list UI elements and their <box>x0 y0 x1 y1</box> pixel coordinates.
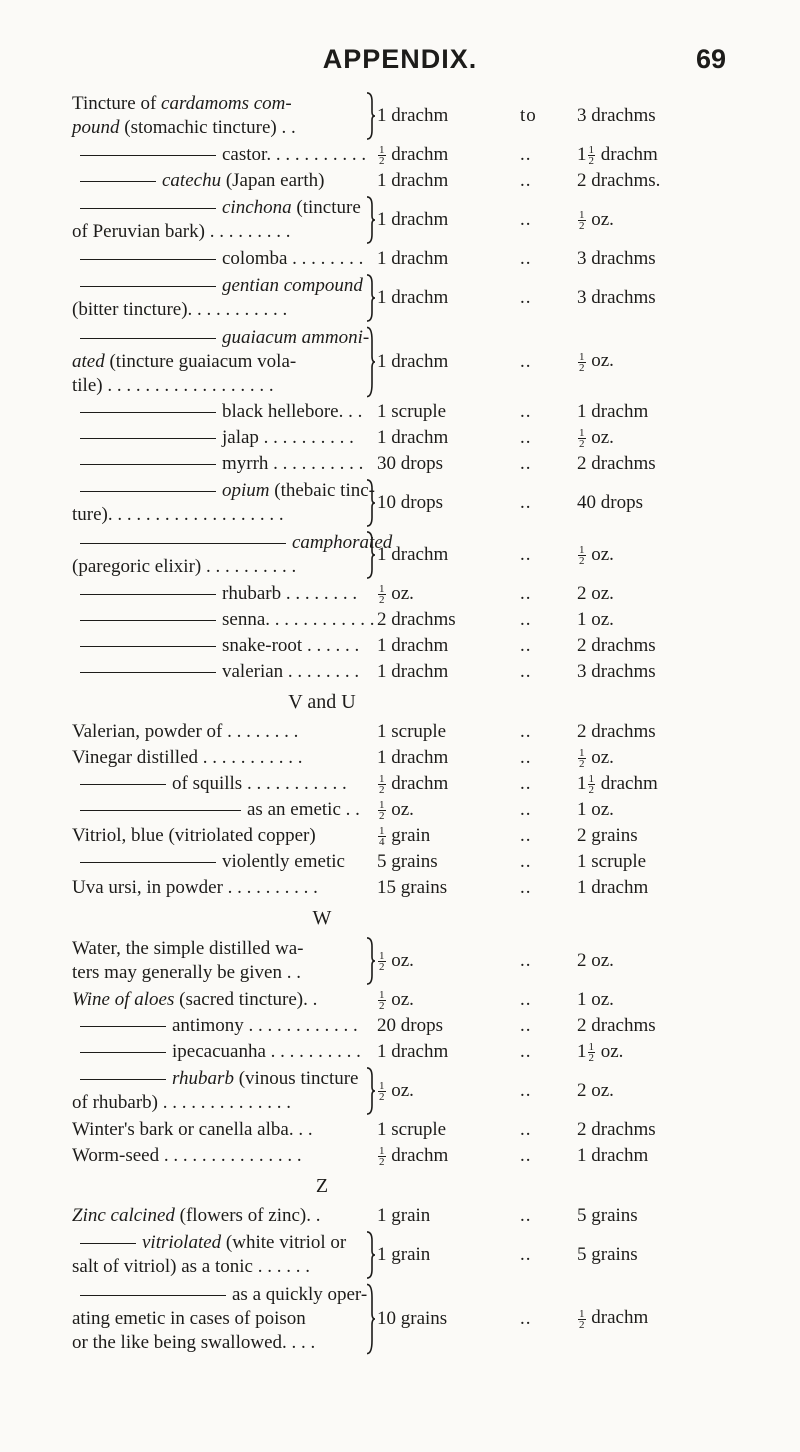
brace-icon <box>366 937 376 985</box>
min-dose: 1 drachm <box>377 287 449 308</box>
drug-name-line: (bitter tincture). . . . . . . . . . . <box>72 299 288 320</box>
ditto-dash <box>80 1079 166 1080</box>
dosage-row <box>72 168 732 194</box>
min-dose: 1 grain <box>377 1244 431 1265</box>
ditto-dash <box>80 181 156 182</box>
ditto-dash <box>80 862 216 863</box>
drug-name-line: ated (tincture guaiacum vola- <box>72 350 297 372</box>
max-dose: $\frac{1}{2}$ oz. <box>579 426 614 451</box>
drug-name <box>72 452 372 476</box>
drug-name <box>72 988 372 1012</box>
max-dose: 2 drachms <box>577 1119 656 1140</box>
drug-name <box>72 1283 372 1355</box>
min-dose: 5 grains <box>377 851 438 872</box>
drug-name-line: Vitriol, blue (vitriolated copper) <box>72 825 316 846</box>
drug-name-line: snake-root . . . . . . <box>72 634 372 658</box>
ditto-dash <box>80 1295 226 1296</box>
range-separator: .. <box>520 950 532 971</box>
drug-name <box>72 772 372 796</box>
max-dose: 40 drops <box>577 492 643 513</box>
dosage-row <box>72 529 732 581</box>
dosage-row <box>72 324 732 399</box>
range-separator: .. <box>520 1015 532 1036</box>
brace-icon <box>366 531 376 579</box>
drug-name-line: senna. . . . . . . . . . . . <box>72 608 372 632</box>
section-letter: W <box>312 907 332 929</box>
dosage-row <box>72 633 732 659</box>
min-dose: 1 drachm <box>377 350 449 372</box>
section-letter: Z <box>315 1175 329 1197</box>
drug-name-line: Wine of aloes (sacred tincture). . <box>72 989 318 1010</box>
drug-name-line: Zinc calcined (flowers of zinc). . <box>72 1205 321 1226</box>
range-separator: .. <box>520 350 532 372</box>
brace-icon <box>366 326 376 398</box>
drug-name <box>72 1231 372 1279</box>
drug-name-line: rhubarb (vinous tincture <box>72 1067 372 1091</box>
max-dose: $\frac{1}{2}$ oz. <box>579 746 614 771</box>
drug-name <box>72 824 372 848</box>
brace-icon <box>366 92 376 140</box>
dosage-row <box>72 1143 732 1169</box>
range-separator: .. <box>520 877 532 898</box>
max-dose: 1 scruple <box>577 851 647 872</box>
drug-name <box>72 1040 372 1064</box>
drug-name-line: Winter's bark or canella alba. . . <box>72 1119 313 1140</box>
ditto-dash <box>80 1243 136 1244</box>
max-dose: 2 oz. <box>577 950 614 971</box>
min-dose: 1 drachm <box>377 661 449 682</box>
drug-name-line: Tincture of cardamoms com- <box>72 93 292 114</box>
brace-icon <box>366 274 376 322</box>
ditto-dash <box>80 810 241 811</box>
range-separator: .. <box>520 492 532 513</box>
drug-name-line: ters may generally be given . . <box>72 962 301 983</box>
range-separator: .. <box>520 747 532 768</box>
max-dose: 2 oz. <box>577 583 614 604</box>
drug-name <box>72 400 372 424</box>
range-separator: .. <box>520 544 532 565</box>
drug-name <box>72 798 372 822</box>
drug-name-line: antimony . . . . . . . . . . . . <box>72 1014 372 1038</box>
drug-name-line: as a quickly oper- <box>72 1283 372 1307</box>
ditto-dash <box>80 620 216 621</box>
ditto-dash <box>80 208 216 209</box>
range-separator: .. <box>520 583 532 604</box>
min-dose: 1 drachm <box>377 1041 449 1062</box>
drug-name <box>72 1118 372 1142</box>
drug-name <box>72 937 372 985</box>
ditto-dash <box>80 594 216 595</box>
range-separator: .. <box>520 773 532 794</box>
max-dose: 1 drachm <box>577 877 649 898</box>
drug-name <box>72 608 375 632</box>
brace-icon <box>366 196 376 244</box>
dosage-row <box>72 581 732 607</box>
brace-icon <box>366 1067 376 1115</box>
min-dose: 30 drops <box>377 453 443 474</box>
dosage-table <box>72 90 732 1356</box>
range-separator: .. <box>520 1119 532 1140</box>
min-dose: 1 scruple <box>377 401 447 422</box>
drug-name-line: or the like being swallowed. . . . <box>72 1331 316 1353</box>
drug-name-line: black hellebore. . . <box>72 400 372 424</box>
dosage-row <box>72 272 732 324</box>
drug-name-line: of squills . . . . . . . . . . . <box>72 772 372 796</box>
dosage-row <box>72 1065 732 1117</box>
drug-name-line: Vinegar distilled . . . . . . . . . . . <box>72 747 303 768</box>
min-dose: 1 drachm <box>377 427 449 448</box>
range-separator: .. <box>520 1080 532 1101</box>
drug-name <box>72 531 393 579</box>
drug-name <box>72 479 376 527</box>
max-dose: 1 oz. <box>577 989 614 1010</box>
range-separator: .. <box>520 609 532 630</box>
range-separator: .. <box>520 851 532 872</box>
dosage-row <box>72 246 732 272</box>
drug-name-line: (paregoric elixir) . . . . . . . . . . <box>72 556 297 577</box>
range-separator: .. <box>520 1307 532 1329</box>
dosage-row <box>72 1229 732 1281</box>
ditto-dash <box>80 412 216 413</box>
drug-name-line: of rhubarb) . . . . . . . . . . . . . . <box>72 1092 291 1113</box>
page-header <box>0 44 800 84</box>
drug-name-line: jalap . . . . . . . . . . <box>72 426 372 450</box>
min-dose: $\frac{1}{4}$ grain <box>379 824 431 849</box>
drug-name-line: colomba . . . . . . . . <box>72 247 372 271</box>
max-dose: 3 drachms <box>577 105 656 126</box>
range-separator: .. <box>520 799 532 820</box>
drug-name-line: gentian compound <box>72 274 372 298</box>
min-dose: $\frac{1}{2}$ drachm <box>379 1144 449 1169</box>
range-separator: .. <box>520 453 532 474</box>
max-dose: 2 drachms <box>577 635 656 656</box>
section-letter: V and U <box>288 691 356 713</box>
running-title: APPENDIX. <box>322 44 478 74</box>
max-dose: 3 drachms <box>577 248 656 269</box>
dosage-row <box>72 399 732 425</box>
ditto-dash <box>80 155 216 156</box>
min-dose: 1 drachm <box>377 170 449 191</box>
brace-icon <box>366 479 376 527</box>
min-dose: 1 grain <box>377 1205 431 1226</box>
range-separator: .. <box>520 1041 532 1062</box>
drug-name-line: guaiacum ammoni- <box>72 326 372 350</box>
min-dose: 1 drachm <box>377 747 449 768</box>
max-dose: 3 drachms <box>577 287 656 308</box>
range-separator: .. <box>520 1145 532 1166</box>
range-separator: .. <box>520 209 532 230</box>
max-dose: 1 drachm <box>577 1145 649 1166</box>
dosage-row <box>72 875 732 901</box>
max-dose: 2 drachms <box>577 453 656 474</box>
dosage-row <box>72 1039 732 1065</box>
drug-name-line: ipecacuanha . . . . . . . . . . <box>72 1040 372 1064</box>
range-separator: .. <box>520 170 532 191</box>
dosage-row <box>72 745 732 771</box>
drug-name-line: Worm-seed . . . . . . . . . . . . . . . <box>72 1145 302 1166</box>
drug-name <box>72 582 372 606</box>
drug-name-line: ating emetic in cases of poison <box>72 1307 306 1329</box>
dosage-row <box>72 425 732 451</box>
min-dose: $\frac{1}{2}$ drachm <box>379 143 449 168</box>
drug-name-line: of Peruvian bark) . . . . . . . . . <box>72 221 291 242</box>
range-separator: .. <box>520 825 532 846</box>
ditto-dash <box>80 286 216 287</box>
min-dose: $\frac{1}{2}$ oz. <box>379 582 414 607</box>
ditto-dash <box>80 672 216 673</box>
range-separator: .. <box>520 1244 532 1265</box>
range-separator: .. <box>520 427 532 448</box>
max-dose: 1 oz. <box>577 609 614 630</box>
range-separator: .. <box>520 287 532 308</box>
dosage-row <box>72 1281 732 1356</box>
max-dose: 2 oz. <box>577 1080 614 1101</box>
drug-name-line: Uva ursi, in powder . . . . . . . . . . <box>72 877 318 898</box>
dosage-row <box>72 1203 732 1229</box>
max-dose: $\frac{1}{2}$ oz. <box>579 543 614 568</box>
dosage-row <box>72 659 732 685</box>
max-dose: 2 drachms <box>577 1015 656 1036</box>
range-separator: .. <box>520 989 532 1010</box>
range-separator: .. <box>520 1205 532 1226</box>
drug-name <box>72 196 372 244</box>
min-dose: $\frac{1}{2}$ oz. <box>379 1079 414 1104</box>
drug-name <box>72 326 372 398</box>
min-dose: 10 drops <box>377 492 443 513</box>
drug-name-line: violently emetic <box>72 850 372 874</box>
drug-name-line: Water, the simple distilled wa- <box>72 938 304 959</box>
drug-name <box>72 634 372 658</box>
dosage-row <box>72 935 732 987</box>
range-separator: .. <box>520 661 532 682</box>
min-dose: $\frac{1}{2}$ oz. <box>379 798 414 823</box>
drug-name-line: cinchona (tincture <box>72 196 372 220</box>
ditto-dash <box>80 438 216 439</box>
max-dose: 2 drachms <box>577 721 656 742</box>
dosage-row <box>72 719 732 745</box>
dosage-row <box>72 849 732 875</box>
min-dose: 1 drachm <box>377 544 449 565</box>
drug-name-line: camphorated <box>72 531 372 555</box>
min-dose: 20 drops <box>377 1015 443 1036</box>
drug-name-line: valerian . . . . . . . . <box>72 660 372 684</box>
brace-icon <box>366 1231 376 1279</box>
min-dose: 15 grains <box>377 877 448 898</box>
ditto-dash <box>80 464 216 465</box>
max-dose: 1 $\frac{1}{2}$ oz. <box>577 1040 624 1065</box>
ditto-dash <box>80 543 286 544</box>
min-dose: 1 drachm <box>377 105 449 126</box>
drug-name-line: salt of vitriol) as a tonic . . . . . . <box>72 1256 310 1277</box>
ditto-dash <box>80 646 216 647</box>
drug-name-line: catechu (Japan earth) <box>72 169 372 193</box>
drug-name <box>72 92 372 140</box>
dosage-row <box>72 771 732 797</box>
min-dose: 2 drachms <box>377 609 456 630</box>
max-dose: $\frac{1}{2}$ oz. <box>579 350 614 374</box>
drug-name <box>72 169 372 193</box>
max-dose: 1 oz. <box>577 799 614 820</box>
min-dose: $\frac{1}{2}$ oz. <box>379 988 414 1013</box>
ditto-dash <box>80 784 166 785</box>
range-separator: .. <box>520 144 532 165</box>
drug-name <box>72 143 372 167</box>
dosage-row <box>72 477 732 529</box>
drug-name-line: as an emetic . . <box>72 798 372 822</box>
dosage-row <box>72 797 732 823</box>
max-dose: 2 grains <box>577 825 638 846</box>
min-dose: 1 drachm <box>377 635 449 656</box>
max-dose: 5 grains <box>577 1244 638 1265</box>
brace-icon <box>366 1283 376 1355</box>
max-dose: 5 grains <box>577 1205 638 1226</box>
min-dose: $\frac{1}{2}$ drachm <box>379 772 449 797</box>
drug-name <box>72 850 372 874</box>
drug-name <box>72 720 372 744</box>
dosage-row <box>72 1117 732 1143</box>
drug-name <box>72 274 372 322</box>
drug-name <box>72 1204 372 1228</box>
min-dose: 1 drachm <box>377 209 449 230</box>
drug-name-line: tile) . . . . . . . . . . . . . . . . . . <box>72 374 274 396</box>
min-dose: 10 grains <box>377 1307 448 1329</box>
ditto-dash <box>80 1052 166 1053</box>
dosage-row <box>72 823 732 849</box>
dosage-row <box>72 194 732 246</box>
dosage-row <box>72 451 732 477</box>
max-dose: $\frac{1}{2}$ oz. <box>579 208 614 233</box>
min-dose: $\frac{1}{2}$ oz. <box>379 949 414 974</box>
ditto-dash <box>80 491 216 492</box>
drug-name-line: vitriolated (white vitriol or <box>72 1231 372 1255</box>
drug-name-line: myrrh . . . . . . . . . . <box>72 452 372 476</box>
range-separator: .. <box>520 635 532 656</box>
drug-name-line: rhubarb . . . . . . . . <box>72 582 372 606</box>
range-separator: .. <box>520 401 532 422</box>
dosage-row <box>72 1013 732 1039</box>
drug-name-line: pound (stomachic tincture) . . <box>72 117 296 138</box>
drug-name <box>72 660 372 684</box>
drug-name <box>72 746 372 770</box>
page-number: 69 <box>695 44 726 74</box>
range-separator: .. <box>520 721 532 742</box>
drug-name <box>72 1067 372 1115</box>
min-dose: 1 scruple <box>377 721 447 742</box>
drug-name <box>72 426 372 450</box>
ditto-dash <box>80 1026 166 1027</box>
dosage-row <box>72 607 732 633</box>
max-dose: 3 drachms <box>577 661 656 682</box>
ditto-dash <box>80 259 216 260</box>
min-dose: 1 drachm <box>377 248 449 269</box>
drug-name <box>72 1014 372 1038</box>
range-separator: to <box>520 105 537 126</box>
max-dose: 2 drachms. <box>577 170 661 191</box>
drug-name-line: Valerian, powder of . . . . . . . . <box>72 721 299 742</box>
ditto-dash <box>80 338 216 339</box>
max-dose: 1 drachm <box>577 401 649 422</box>
drug-name <box>72 876 372 900</box>
drug-name <box>72 247 372 271</box>
drug-name-line: ture). . . . . . . . . . . . . . . . . . . <box>72 504 284 525</box>
max-dose: $\frac{1}{2}$ drachm <box>579 1307 649 1331</box>
min-dose: 1 scruple <box>377 1119 447 1140</box>
drug-name <box>72 1144 372 1168</box>
range-separator: .. <box>520 248 532 269</box>
dosage-row <box>72 90 732 142</box>
dosage-row <box>72 987 732 1013</box>
drug-name-line: castor. . . . . . . . . . . <box>72 143 372 167</box>
max-dose: 1 $\frac{1}{2}$ drachm <box>577 143 658 168</box>
max-dose: 1 $\frac{1}{2}$ drachm <box>577 772 658 797</box>
dosage-row <box>72 142 732 168</box>
drug-name-line: opium (thebaic tinc- <box>72 479 372 503</box>
